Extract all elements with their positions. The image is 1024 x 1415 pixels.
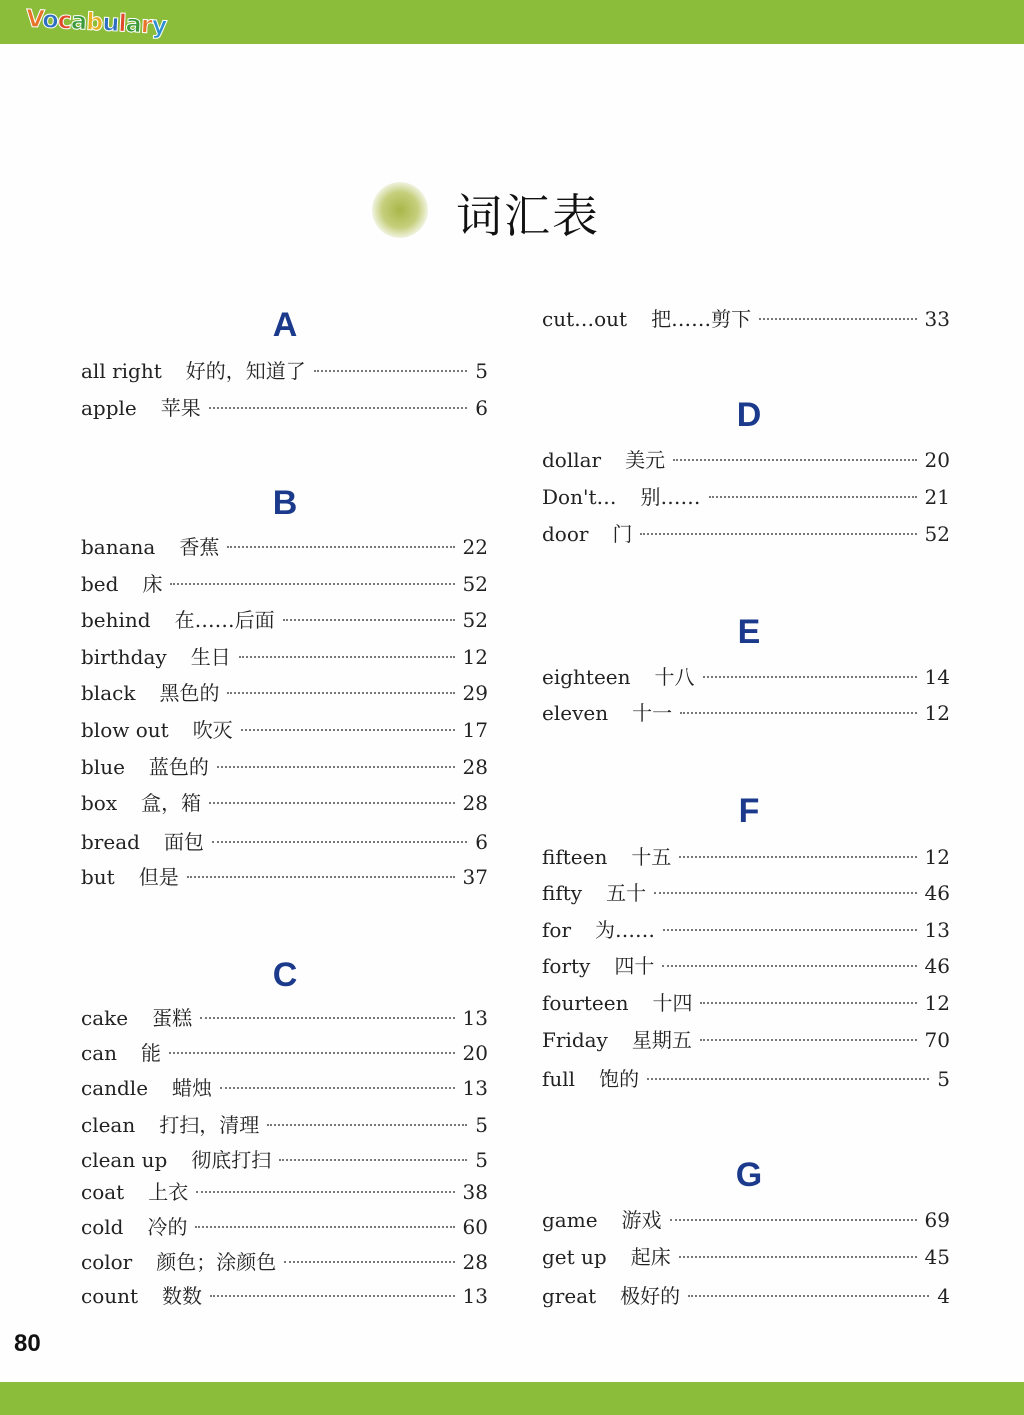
- dot-leader: [654, 892, 916, 894]
- section-letter-a: A: [272, 306, 298, 344]
- entry-word: forty: [542, 954, 591, 978]
- entry-translation: 冷的: [147, 1215, 188, 1239]
- dot-leader: [662, 965, 916, 967]
- dot-leader: [239, 656, 455, 658]
- entry-word: great: [542, 1284, 597, 1308]
- entry-translation: 十八: [654, 665, 695, 689]
- dot-leader: [283, 619, 455, 621]
- entry-translation: 极好的: [620, 1284, 681, 1308]
- entry-word: bread: [81, 830, 140, 854]
- entry-translation: 盒，箱: [141, 791, 202, 815]
- vocabulary-entry: [81, 714, 488, 742]
- entry-page: 13: [462, 1076, 488, 1100]
- vocabulary-entry: [542, 841, 950, 869]
- entry-word: behind: [81, 608, 151, 632]
- entry-page: 12: [924, 701, 950, 725]
- entry-page: 37: [462, 865, 488, 889]
- section-letter-g: G: [735, 1156, 763, 1194]
- entry-word: but: [81, 865, 115, 889]
- entry-translation: 生日: [190, 645, 231, 669]
- entry-word: fourteen: [542, 991, 629, 1015]
- dot-leader: [217, 766, 455, 768]
- entry-word: box: [81, 791, 118, 815]
- entry-word: all right: [81, 359, 162, 383]
- entry-word: clean up: [81, 1148, 168, 1172]
- dot-leader: [196, 1191, 454, 1193]
- dot-leader: [227, 692, 454, 694]
- entry-page: 12: [924, 845, 950, 869]
- logo-letter: a: [70, 6, 87, 36]
- dot-leader: [209, 407, 468, 409]
- entry-page: 17: [462, 718, 488, 742]
- dot-leader: [210, 1295, 455, 1297]
- entry-page: 5: [475, 359, 488, 383]
- entry-word: black: [81, 681, 136, 705]
- entry-translation: 数数: [162, 1284, 203, 1308]
- dot-leader: [680, 712, 916, 714]
- logo-letter: a: [124, 9, 142, 39]
- vocabulary-entry: [542, 914, 950, 942]
- entry-translation: 为……: [595, 918, 656, 942]
- entry-page: 20: [924, 448, 950, 472]
- vocabulary-entry: [542, 697, 950, 725]
- vocabulary-entry: [542, 1241, 950, 1269]
- entry-page: 12: [462, 645, 488, 669]
- entry-page: 28: [462, 1250, 488, 1274]
- entry-translation: 美元: [625, 448, 666, 472]
- entry-word: Friday: [542, 1028, 608, 1052]
- section-letter-c: C: [272, 956, 298, 994]
- title-bullet-icon: [372, 182, 428, 238]
- entry-translation: 把……剪下: [651, 307, 752, 331]
- entry-page: 52: [924, 522, 950, 546]
- entry-page: 28: [462, 755, 488, 779]
- vocabulary-entry: [81, 1002, 488, 1030]
- logo-letter: c: [57, 6, 72, 35]
- vocabulary-entry: [542, 1024, 950, 1052]
- entry-page: 21: [924, 485, 950, 509]
- entry-page: 14: [924, 665, 950, 689]
- logo-letter: l: [117, 9, 127, 38]
- entry-translation: 十五: [631, 845, 672, 869]
- vocabulary-entry: [542, 481, 950, 509]
- top-banner: [0, 0, 1024, 44]
- entry-translation: 十一: [632, 701, 673, 725]
- vocabulary-entry: [81, 1144, 488, 1172]
- entry-word: coat: [81, 1180, 125, 1204]
- dot-leader: [267, 1124, 467, 1126]
- entry-word: cold: [81, 1215, 124, 1239]
- entry-word: fifteen: [542, 845, 608, 869]
- entry-translation: 游戏: [621, 1208, 662, 1232]
- entry-page: 6: [475, 396, 488, 420]
- entry-translation: 蓝色的: [148, 755, 209, 779]
- dot-leader: [279, 1159, 467, 1161]
- vocabulary-entry: [542, 1280, 950, 1308]
- dot-leader: [284, 1261, 454, 1263]
- vocabulary-entry: [81, 787, 488, 815]
- entry-translation: 颜色；涂颜色: [156, 1250, 277, 1274]
- dot-leader: [241, 729, 455, 731]
- bottom-banner: [0, 1382, 1024, 1415]
- entry-translation: 起床: [630, 1245, 671, 1269]
- entry-word: banana: [81, 535, 156, 559]
- entry-word: cut…out: [542, 307, 628, 331]
- dot-leader: [647, 1078, 929, 1080]
- entry-translation: 四十: [614, 954, 655, 978]
- entry-word: door: [542, 522, 589, 546]
- entry-word: blue: [81, 755, 125, 779]
- entry-page: 28: [462, 791, 488, 815]
- entry-page: 46: [924, 881, 950, 905]
- dot-leader: [679, 856, 916, 858]
- logo-letter: u: [101, 8, 120, 38]
- dot-leader: [314, 370, 468, 372]
- vocabulary-entry: [81, 751, 488, 779]
- entry-page: 38: [462, 1180, 488, 1204]
- dot-leader: [212, 841, 467, 843]
- dot-leader: [195, 1226, 454, 1228]
- logo-letter: o: [41, 5, 59, 34]
- entry-word: blow out: [81, 718, 169, 742]
- vocabulary-entry: [81, 568, 488, 596]
- logo-letter: y: [150, 10, 168, 40]
- entry-page: 4: [937, 1284, 950, 1308]
- entry-word: candle: [81, 1076, 149, 1100]
- dot-leader: [759, 318, 916, 320]
- dot-leader: [170, 583, 454, 585]
- vocabulary-entry: [81, 1246, 488, 1274]
- entry-page: 13: [462, 1284, 488, 1308]
- entry-translation: 好的，知道了: [185, 359, 306, 383]
- vocabulary-entry: [542, 1204, 950, 1232]
- entry-translation: 蜡烛: [172, 1076, 213, 1100]
- entry-page: 33: [924, 307, 950, 331]
- vocabulary-entry: [542, 303, 950, 331]
- vocabulary-entry: [81, 861, 488, 889]
- dot-leader: [640, 533, 916, 535]
- entry-translation: 能: [141, 1041, 162, 1065]
- section-letter-b: B: [272, 484, 298, 522]
- vocabulary-entry: [542, 444, 950, 472]
- page-number: 80: [14, 1330, 41, 1357]
- dot-leader: [679, 1256, 917, 1258]
- entry-word: get up: [542, 1245, 607, 1269]
- section-letter-e: E: [737, 613, 761, 651]
- dot-leader: [169, 1052, 455, 1054]
- entry-word: birthday: [81, 645, 167, 669]
- vocabulary-entry: [542, 661, 950, 689]
- vocabulary-entry: [542, 950, 950, 978]
- entry-word: count: [81, 1284, 139, 1308]
- vocabulary-logo: [25, 4, 167, 39]
- dot-leader: [663, 929, 917, 931]
- vocabulary-entry: [542, 518, 950, 546]
- logo-letter: r: [140, 10, 153, 39]
- dot-leader: [227, 546, 454, 548]
- section-letter-d: D: [736, 396, 762, 434]
- entry-page: 6: [475, 830, 488, 854]
- entry-translation: 彻底打扫: [191, 1148, 272, 1172]
- entry-translation: 打扫，清理: [159, 1113, 260, 1137]
- entry-word: apple: [81, 396, 137, 420]
- entry-translation: 香蕉: [179, 535, 220, 559]
- entry-page: 69: [924, 1208, 950, 1232]
- entry-translation: 星期五: [631, 1028, 692, 1052]
- entry-page: 13: [924, 918, 950, 942]
- vocabulary-entry: [81, 531, 488, 559]
- entry-translation: 门: [612, 522, 633, 546]
- vocabulary-entry: [81, 1072, 488, 1100]
- entry-translation: 五十: [606, 881, 647, 905]
- page-title: 词汇表: [456, 189, 600, 243]
- entry-word: game: [542, 1208, 598, 1232]
- vocabulary-entry: [81, 1109, 488, 1137]
- entry-translation: 但是: [138, 865, 179, 889]
- section-letter-f: F: [738, 792, 760, 830]
- vocabulary-entry: [81, 1211, 488, 1239]
- entry-page: 52: [462, 608, 488, 632]
- entry-word: for: [542, 918, 572, 942]
- entry-word: Don't…: [542, 485, 617, 509]
- entry-word: bed: [81, 572, 119, 596]
- dot-leader: [220, 1087, 455, 1089]
- entry-page: 52: [462, 572, 488, 596]
- entry-translation: 在……后面: [174, 608, 275, 632]
- entry-word: dollar: [542, 448, 602, 472]
- vocabulary-entry: [542, 1063, 950, 1091]
- entry-translation: 苹果: [160, 396, 201, 420]
- entry-page: 45: [924, 1245, 950, 1269]
- entry-page: 5: [475, 1148, 488, 1172]
- vocabulary-entry: [81, 1176, 488, 1204]
- entry-page: 60: [462, 1215, 488, 1239]
- dot-leader: [209, 802, 454, 804]
- entry-translation: 饱的: [599, 1067, 640, 1091]
- vocabulary-entry: [81, 677, 488, 705]
- dot-leader: [187, 876, 455, 878]
- vocabulary-entry: [81, 826, 488, 854]
- vocabulary-entry: [81, 392, 488, 420]
- vocabulary-entry: [81, 1037, 488, 1065]
- dot-leader: [200, 1017, 454, 1019]
- vocabulary-entry: [81, 641, 488, 669]
- entry-page: 13: [462, 1006, 488, 1030]
- logo-letter: b: [85, 7, 104, 37]
- dot-leader: [700, 1002, 916, 1004]
- dot-leader: [670, 1219, 917, 1221]
- entry-translation: 别……: [640, 485, 701, 509]
- dot-leader: [700, 1039, 917, 1041]
- entry-page: 5: [475, 1113, 488, 1137]
- entry-translation: 床: [142, 572, 163, 596]
- entry-word: fifty: [542, 881, 583, 905]
- entry-page: 29: [462, 681, 488, 705]
- entry-translation: 吹灭: [192, 718, 233, 742]
- entry-page: 46: [924, 954, 950, 978]
- entry-translation: 蛋糕: [152, 1006, 193, 1030]
- vocabulary-entry: [81, 355, 488, 383]
- entry-word: cake: [81, 1006, 129, 1030]
- dot-leader: [673, 459, 916, 461]
- entry-word: full: [542, 1067, 576, 1091]
- entry-translation: 黑色的: [159, 681, 220, 705]
- vocabulary-entry: [81, 604, 488, 632]
- entry-word: color: [81, 1250, 133, 1274]
- entry-page: 22: [462, 535, 488, 559]
- entry-word: clean: [81, 1113, 136, 1137]
- entry-word: can: [81, 1041, 118, 1065]
- logo-letter: V: [25, 4, 44, 34]
- entry-page: 20: [462, 1041, 488, 1065]
- entry-word: eighteen: [542, 665, 631, 689]
- dot-leader: [709, 496, 917, 498]
- entry-translation: 十四: [652, 991, 693, 1015]
- entry-translation: 面包: [163, 830, 204, 854]
- entry-page: 70: [924, 1028, 950, 1052]
- entry-page: 5: [937, 1067, 950, 1091]
- dot-leader: [703, 676, 917, 678]
- dot-leader: [688, 1295, 929, 1297]
- vocabulary-entry: [542, 877, 950, 905]
- entry-word: eleven: [542, 701, 609, 725]
- vocabulary-entry: [542, 987, 950, 1015]
- entry-translation: 上衣: [148, 1180, 189, 1204]
- entry-page: 12: [924, 991, 950, 1015]
- vocabulary-entry: [81, 1280, 488, 1308]
